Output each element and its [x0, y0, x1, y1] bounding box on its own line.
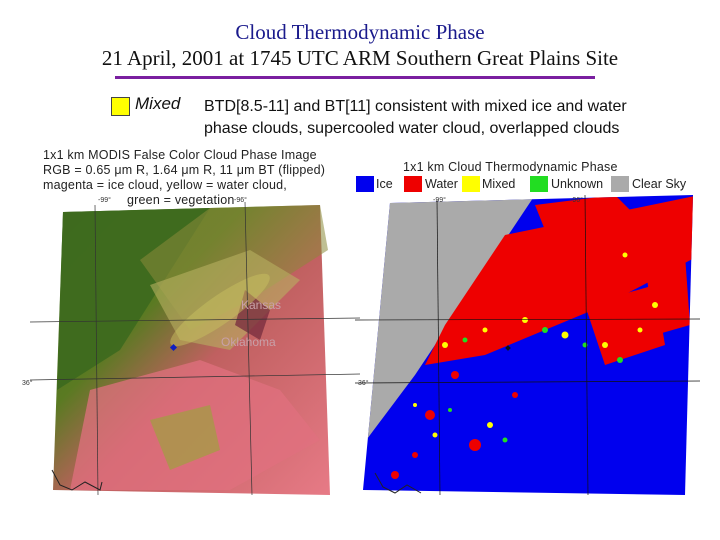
left-lat-tick: 36° [22, 380, 33, 387]
legend-swatch-unknown [530, 176, 548, 192]
left-caption-line4: green = vegetation [127, 193, 235, 207]
legend-label-clear-sky: Clear Sky [632, 177, 687, 191]
mixed-swatch [111, 97, 130, 116]
left-caption-line3: magenta = ice cloud, yellow = water cloud, [43, 178, 287, 192]
state-label-kansas: Kansas [241, 298, 282, 312]
mixed-description-line1: BTD[8.5-11] and BT[11] consistent with mixed ice and water [204, 98, 627, 115]
left-lon-tick-1: -99° [98, 197, 111, 204]
right-lon-tick-1: -99° [433, 197, 446, 204]
legend-label-unknown: Unknown [551, 177, 604, 191]
mixed-label: Mixed [135, 94, 181, 113]
legend-label-water: Water [425, 177, 458, 191]
mixed-description [204, 96, 704, 140]
legend-label-mixed: Mixed [482, 177, 516, 191]
right-lat-tick: 36° [358, 380, 369, 387]
page-subtitle: 21 April, 2001 at 1745 UTC ARM Southern Great Plains Site [101, 46, 619, 70]
legend-swatch-water [404, 176, 422, 192]
right-lon-tick-2: -96° [570, 197, 583, 204]
right-caption: 1x1 km Cloud Thermodynamic Phase [403, 160, 618, 174]
title-divider [115, 76, 595, 79]
left-caption-line1: 1x1 km MODIS False Color Cloud Phase Image [43, 148, 317, 162]
state-label-oklahoma: Oklahoma [221, 335, 276, 349]
legend-swatch-clear-sky [611, 176, 629, 192]
legend-label-ice: Ice [376, 177, 393, 191]
left-false-color-image [30, 190, 360, 510]
left-lon-tick-2: -96° [234, 197, 247, 204]
legend-swatch-ice [356, 176, 374, 192]
page-title: Cloud Thermodynamic Phase [235, 20, 485, 44]
legend-swatch-mixed [462, 176, 480, 192]
mixed-description-line2: phase clouds, supercooled water cloud, overlapped clouds [204, 120, 620, 137]
left-caption-line2: RGB = 0.65 μm R, 1.64 μm R, 11 μm BT (flipped) [43, 163, 326, 177]
right-phase-image [355, 195, 700, 505]
